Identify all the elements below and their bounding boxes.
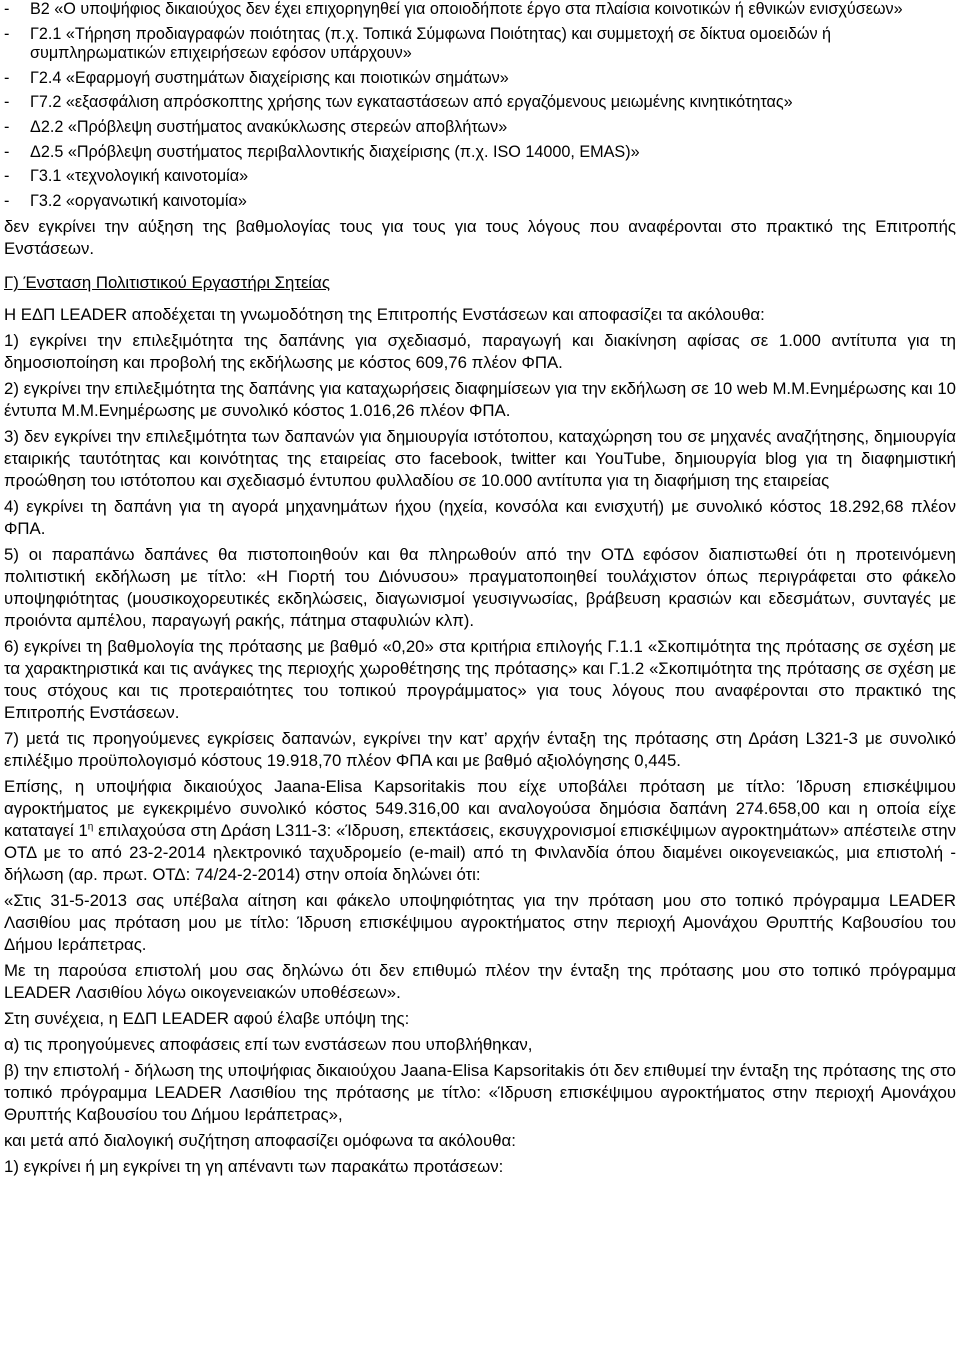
decision-item-6: 6) εγκρίνει τη βαθμολογία της πρότασης με βαθμό «0,20» στα κριτήρια επιλογής Γ.1.1 «Σκοπιμότητα της πρότασης σε σχέση με τα χαρακτηριστικά και τις ανάγκες της περιοχής χωροθέτησης της πρότασης» και Γ.1.2 «Σκοπιμότητα της πρότασης σε σχέση με τους στόχους και τις προτεραιότητες του τοπικού προγράμματος» για τους λόγους που αναφέρονται στο πρακτικό της Επιτροπής Ενστάσεων. [4,637,956,723]
decision-item-3: 3) δεν εγκρίνει την επιλεξιμότητα των δαπανών για δημιουργία ιστότοπου, καταχώρηση του σε μηχανές αναζήτησης, δημιουργία εταιρικής ταυτότητας και κοινότητας της εταιρείας στο facebook, twitter και YouTube, δημιουργία blog για τη διαφημιστική προώθηση του ιστότοπου και σχεδιασμό έντυπου φυλλαδίου σε 10.000 αντίτυπα για τη διαφήμιση της εταιρείας [4,427,956,491]
decision-item-4: 4) εγκρίνει τη δαπάνη για τη αγορά μηχανημάτων ήχου (ηχεία, κονσόλα και ενισχυτή) με συνολικό κόστος 18.292,68 πλέον ΦΠΑ. [4,497,956,539]
decision-item-7: 7) μετά τις προηγούμενες εγκρίσεις δαπανών, εγκρίνει την κατ’ αρχήν ένταξη της πρότασης στη Δράση L321-3 με συνολικό επιλέξιμο προϋπολογισμό κόστους 19.918,70 πλέον ΦΠΑ και με βαθμό αξιολόγησης 0,445. [4,729,956,771]
continuation-line: Στη συνέχεια, η ΕΔΠ LEADER αφού έλαβε υπόψη της: [4,1009,410,1029]
after-discussion: και μετά από διαλογική συζήτηση αποφασίζει ομόφωνα τα ακόλουθα: [4,1131,516,1151]
list-item: - Δ2.2 «Πρόβλεψη συστήματος ανακύκλωσης στερεών αποβλήτων» [4,117,508,136]
section-heading: Γ) Ένσταση Πολιτιστικού Εργαστήρι Σητείας [4,273,330,293]
point-b: β) την επιστολή - δήλωση της υποψήφιας δικαιούχου Jaana-Elisa Kapsoritakis ότι δεν επιθυμεί την ένταξη της πρότασης της στο τοπικό πρόγραμμα LEADER Λασιθίου της πρότασης με τίτλο: «Ίδρυση επισκέψιμου αγροκτήματος στην περιοχή Αμονάχου Θρυπτής Καβουσίου του Δήμου Ιεράπετρας», [4,1061,956,1125]
list-item: - Β2 «Ο υποψήφιος δικαιούχος δεν έχει επιχορηγηθεί για οποιοδήποτε έργο στα πλαίσια κοινοτικών ή εθνικών ενισχύσεων» [4,0,903,18]
kapsoritakis-paragraph: Επίσης, η υποψήφια δικαιούχος Jaana-Elisa Kapsoritakis που είχε υποβάλει πρόταση με τίτλο: Ίδρυση επισκέψιμου αγροκτήματος με εγκεκριμένο συνολικό κόστος 549.316,00 και αναλογούσα δημόσια δαπάνη 274.658,00 και η οποία είχε καταταγεί $1^\eta$ επιλαχούσα στη Δράση L311-3: «Ίδρυση, επεκτάσεις, εκσυγχρονισμοί επισκέψιμων αγροκτημάτων» απέστειλε στην ΟΤΔ με το από 23-2-2014 ηλεκτρονικό ταχυδρομείο (e-mail) από τη Φινλανδία όπου διαμένει οικογενειακώς, μια επιστολή - δήλωση (αρ. πρωτ. ΟΤΔ: 74/24-2-2014) στην οποία δηλώνει ότι: [4,777,957,885]
decision-item-5: 5) οι παραπάνω δαπάνες θα πιστοποιηθούν και θα πληρωθούν από την ΟΤΔ εφόσον διαπιστωθεί ότι η προτεινόμενη πολιτιστική εκδήλωση με τίτλο: «Η Γιορτή του Διόνυσου» πραγματοποιηθεί τουλάχιστον όπως περιγράφεται στο φάκελο υποψηφιότητας (μουσικοχορευτικές εκδηλώσεις, διαγωνισμοί γευσιγνωσίας, βράβευση κρασιών και εδεσμάτων, συνταγές με προιόντα αμπέλου, παραγωγή ρακής, πάτημα σταφυλιών κλπ). [4,545,956,631]
criteria-list [4,0,956,211]
decision-item-2: 2) εγκρίνει την επιλεξιμότητα της δαπάνης για καταχωρήσεις διαφημίσεων για την εκδήλωση σε 10 web Μ.Μ.Ενημέρωσης και 10 έντυπα Μ.Μ.Ενημέρωσης με συνολικό κόστος 1.016,26 πλέον ΦΠΑ. [4,379,956,421]
list-item: - Γ2.1 «Τήρηση προδιαγραφών ποιότητας (π.χ. Τοπικά Σύμφωνα Ποιότητας) και συμμετοχή σε δίκτυα ομοειδών ή συμπληρωματικών επιχειρήσεων εφόσον υπάρχουν» [4,24,832,63]
superscript: η [87,821,94,833]
final-item: 1) εγκρίνει ή μη εγκρίνει τη γη απέναντι των παρακάτω προτάσεων: [4,1157,504,1177]
list-item: - Γ3.1 «τεχνολογική καινοτομία» [4,167,249,186]
list-item: - Γ3.2 «οργανωτική καινοτομία» [4,191,247,210]
decision-item-1: 1) εγκρίνει την επιλεξιμότητα της δαπάνης για σχεδιασμό, παραγωγή και διακίνηση αφίσας σε 1.000 αντίτυπα για τη δημοσιοποίηση και προβολή της εκδήλωσης με κόστος 609,76 πλέον ΦΠΑ. [4,331,956,373]
intro-conclusion: δεν εγκρίνει την αύξηση της βαθμολογίας τους για τους για τους λόγους που αναφέρονται στο πρακτικό της Επιτροπής Ενστάσεων. [4,217,956,259]
list-item: - Γ7.2 «εξασφάλιση απρόσκοπτης χρήσης των εγκαταστάσεων από εργαζόμενους μειωμένης κινητικότητας» [4,93,793,112]
quote-paragraph-2: Με τη παρούσα επιστολή μου σας δηλώνω ότι δεν επιθυμώ πλέον την ένταξη της πρότασης μου στο τοπικό πρόγραμμα LEADER Λασιθίου λόγω οικογενειακών υποθέσεων». [4,961,956,1003]
decision-intro: Η ΕΔΠ LEADER αποδέχεται τη γνωμοδότηση της Επιτροπής Ενστάσεων και αποφασίζει τα ακόλουθα: [4,305,765,325]
quote-paragraph-1: «Στις 31-5-2013 σας υπέβαλα αίτηση και φάκελο υποψηφιότητας για την πρόταση μου στο τοπικό πρόγραμμα LEADER Λασιθίου μας πρόταση μου με τίτλο: Ίδρυση επισκέψιμου αγροκτήματος στην περιοχή Αμονάχου Θρυπτής Καβουσίου του Δήμου Ιεράπετρας. [4,891,956,955]
point-a: α) τις προηγούμενες αποφάσεις επί των ενστάσεων που υποβλήθηκαν, [4,1035,533,1055]
list-item: - Γ2.4 «Εφαρμογή συστημάτων διαχείρισης και ποιοτικών σημάτων» [4,68,509,87]
list-item: - Δ2.5 «Πρόβλεψη συστήματος περιβαλλοντικής διαχείρισης (π.χ. ISO 14000, EMAS)» [4,142,640,161]
